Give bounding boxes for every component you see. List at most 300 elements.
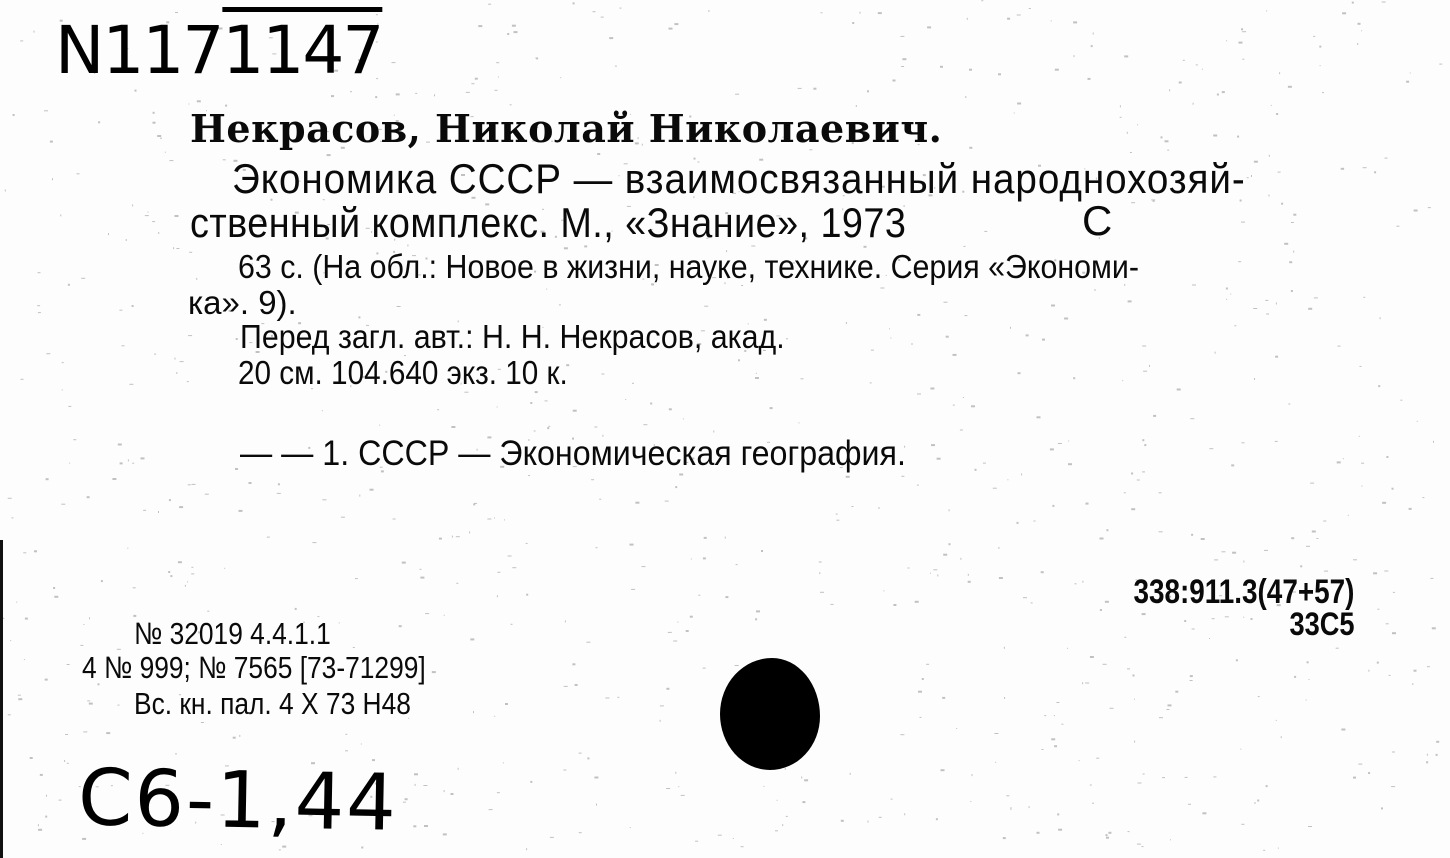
speckle-dot	[1082, 682, 1083, 684]
speckle-dot	[960, 430, 963, 431]
speckle-dot	[799, 422, 800, 423]
speckle-dot	[1269, 155, 1270, 157]
udc-classification: 338:911.3(47+57)	[1133, 573, 1354, 611]
speckle-dot	[1166, 709, 1169, 710]
speckle-dot	[487, 519, 491, 520]
speckle-dot	[1058, 443, 1062, 444]
speckle-dot	[785, 768, 786, 770]
speckle-dot	[630, 827, 631, 828]
speckle-dot	[880, 288, 884, 289]
speckle-dot	[1192, 629, 1195, 630]
cutter-number: 33С5	[1288, 606, 1354, 642]
speckle-dot	[968, 574, 969, 576]
speckle-dot	[444, 615, 445, 616]
reference-line-2: 4 № 999; № 7565 [73-71299]	[82, 650, 426, 685]
speckle-dot	[1289, 261, 1292, 263]
speckle-dot	[1353, 559, 1357, 560]
speckle-dot	[1143, 774, 1145, 775]
speckle-dot	[64, 760, 65, 762]
speckle-dot	[396, 93, 400, 95]
speckle-dot	[8, 498, 12, 499]
speckle-dot	[1106, 529, 1108, 531]
speckle-dot	[1393, 592, 1395, 593]
speckle-dot	[620, 8, 622, 9]
speckle-dot	[669, 28, 673, 30]
speckle-dot	[1342, 12, 1346, 14]
speckle-dot	[1359, 436, 1360, 437]
speckle-dot	[1142, 439, 1144, 441]
speckle-dot	[1417, 421, 1418, 422]
speckle-dot	[141, 457, 145, 459]
speckle-dot	[1093, 33, 1094, 35]
speckle-dot	[34, 550, 37, 552]
speckle-dot	[1061, 724, 1063, 725]
speckle-dot	[20, 40, 23, 41]
speckle-dot	[1384, 571, 1388, 572]
speckle-dot	[1432, 627, 1436, 629]
speckle-dot	[21, 379, 24, 380]
speckle-dot	[953, 354, 957, 356]
speckle-dot	[1381, 807, 1383, 809]
inventory-number-left: N117	[55, 12, 223, 89]
description-line-3: Перед загл. авт.: Н. Н. Некрасов, акад.	[240, 318, 785, 355]
speckle-dot	[1054, 715, 1055, 716]
speckle-dot	[609, 37, 613, 39]
speckle-dot	[617, 697, 619, 698]
speckle-dot	[331, 95, 334, 97]
speckle-dot	[495, 90, 498, 91]
speckle-dot	[1309, 679, 1310, 680]
speckle-dot	[1374, 171, 1376, 173]
speckle-dot	[675, 772, 676, 774]
speckle-dot	[893, 80, 896, 82]
speckle-dot	[1266, 785, 1268, 787]
speckle-dot	[738, 359, 740, 361]
speckle-dot	[1373, 572, 1377, 574]
speckle-dot	[1143, 371, 1147, 372]
speckle-dot	[120, 462, 123, 464]
speckle-dot	[375, 96, 377, 98]
speckle-dot	[1308, 826, 1312, 827]
speckle-dot	[1191, 534, 1193, 536]
speckle-dot	[782, 824, 783, 826]
speckle-dot	[1308, 308, 1312, 310]
speckle-dot	[413, 825, 416, 827]
speckle-dot	[1184, 620, 1186, 622]
speckle-dot	[870, 382, 872, 383]
handwritten-shelf-code: C6-1,44	[77, 753, 399, 849]
speckle-dot	[1251, 175, 1252, 177]
speckle-dot	[1226, 40, 1227, 41]
speckle-dot	[1382, 502, 1386, 504]
speckle-dot	[1266, 314, 1269, 315]
speckle-dot	[89, 703, 93, 705]
speckle-dot	[804, 779, 808, 781]
speckle-dot	[1368, 670, 1369, 672]
speckle-dot	[52, 178, 53, 180]
speckle-dot	[942, 697, 945, 699]
speckle-dot	[165, 152, 166, 153]
reference-line-3: Вс. кн. пал. 4 Х 73 Н48	[134, 686, 411, 721]
speckle-dot	[1212, 618, 1215, 619]
speckle-dot	[819, 562, 822, 563]
speckle-dot	[786, 338, 788, 339]
speckle-dot	[690, 616, 693, 618]
card-left-edge	[0, 540, 3, 858]
speckle-dot	[1271, 105, 1272, 106]
speckle-dot	[160, 138, 162, 139]
speckle-dot	[698, 595, 700, 596]
speckle-dot	[402, 562, 406, 564]
speckle-dot	[1361, 463, 1364, 464]
speckle-dot	[631, 589, 635, 590]
speckle-dot	[512, 567, 516, 568]
speckle-dot	[62, 389, 63, 390]
speckle-dot	[415, 93, 417, 94]
speckle-dot	[1427, 754, 1428, 756]
speckle-dot	[599, 499, 601, 500]
speckle-dot	[668, 632, 672, 633]
speckle-dot	[535, 391, 538, 393]
speckle-dot	[1300, 565, 1302, 567]
speckle-dot	[1316, 538, 1318, 539]
speckle-dot	[1276, 113, 1278, 115]
speckle-dot	[452, 536, 453, 538]
speckle-dot	[77, 173, 80, 174]
speckle-dot	[69, 463, 70, 464]
speckle-dot	[596, 547, 598, 548]
speckle-dot	[129, 384, 133, 385]
speckle-dot	[169, 160, 173, 161]
speckle-dot	[1142, 346, 1146, 347]
speckle-dot	[68, 406, 71, 407]
speckle-dot	[118, 444, 122, 446]
speckle-dot	[836, 520, 839, 521]
speckle-dot	[660, 705, 664, 706]
punch-hole	[720, 658, 820, 770]
speckle-dot	[900, 36, 904, 37]
speckle-dot	[972, 774, 973, 776]
speckle-dot	[1170, 839, 1171, 840]
speckle-dot	[1254, 161, 1258, 163]
speckle-dot	[1159, 717, 1163, 718]
speckle-dot	[1241, 28, 1243, 30]
speckle-dot	[38, 272, 41, 273]
speckle-dot	[891, 799, 893, 800]
speckle-dot	[207, 611, 209, 612]
speckle-dot	[1281, 736, 1282, 738]
speckle-dot	[946, 336, 949, 338]
speckle-dot	[80, 645, 83, 646]
speckle-dot	[755, 377, 759, 379]
speckle-dot	[201, 722, 204, 723]
speckle-dot	[118, 705, 120, 706]
speckle-dot	[593, 11, 596, 12]
speckle-dot	[735, 665, 739, 666]
speckle-dot	[1190, 418, 1194, 419]
speckle-dot	[1029, 8, 1031, 9]
speckle-dot	[424, 825, 428, 827]
speckle-dot	[1082, 581, 1083, 583]
speckle-dot	[65, 734, 68, 735]
speckle-dot	[1306, 700, 1307, 701]
speckle-dot	[187, 581, 188, 582]
speckle-dot	[775, 830, 778, 831]
speckle-dot	[169, 499, 171, 501]
speckle-dot	[860, 12, 861, 14]
speckle-dot	[279, 849, 281, 850]
speckle-dot	[1034, 521, 1036, 522]
speckle-dot	[205, 494, 209, 495]
speckle-dot	[761, 550, 763, 552]
speckle-dot	[1396, 226, 1399, 227]
speckle-dot	[660, 720, 661, 722]
speckle-dot	[89, 617, 90, 619]
speckle-dot	[68, 284, 70, 286]
speckle-dot	[1090, 656, 1094, 658]
speckle-dot	[1124, 55, 1128, 57]
speckle-dot	[474, 503, 477, 504]
class-letter: С	[1082, 197, 1113, 244]
speckle-dot	[1230, 294, 1231, 295]
speckle-dot	[239, 735, 240, 737]
speckle-dot	[625, 399, 626, 400]
speckle-dot	[1051, 20, 1052, 21]
speckle-dot	[681, 795, 685, 796]
speckle-dot	[1133, 675, 1135, 677]
speckle-dot	[132, 305, 134, 307]
speckle-dot	[1088, 78, 1091, 80]
speckle-dot	[1162, 777, 1165, 778]
speckle-dot	[370, 489, 374, 491]
speckle-dot	[564, 686, 568, 687]
speckle-dot	[187, 381, 189, 382]
speckle-dot	[1161, 136, 1163, 138]
description-line-4: 20 см. 104.640 экз. 10 к.	[238, 354, 568, 391]
speckle-dot	[586, 642, 590, 643]
speckle-dot	[34, 31, 35, 33]
speckle-dot	[1209, 638, 1210, 639]
speckle-dot	[1265, 300, 1268, 301]
speckle-dot	[819, 572, 820, 574]
speckle-dot	[188, 104, 189, 105]
speckle-dot	[1436, 754, 1438, 756]
speckle-dot	[565, 620, 566, 622]
speckle-dot	[1193, 103, 1194, 105]
speckle-dot	[1096, 758, 1099, 759]
speckle-dot	[87, 496, 90, 498]
speckle-dot	[535, 58, 536, 59]
speckle-dot	[1226, 288, 1228, 290]
speckle-dot	[994, 733, 998, 734]
speckle-dot	[1120, 105, 1121, 107]
speckle-dot	[1294, 676, 1296, 678]
speckle-dot	[30, 757, 33, 759]
speckle-dot	[736, 564, 738, 565]
speckle-dot	[852, 22, 854, 24]
speckle-dot	[1391, 786, 1395, 787]
speckle-dot	[153, 122, 156, 124]
speckle-dot	[718, 835, 722, 836]
speckle-dot	[59, 800, 62, 801]
speckle-dot	[432, 671, 436, 673]
speckle-dot	[1377, 609, 1379, 610]
speckle-dot	[1264, 550, 1268, 551]
speckle-dot	[949, 509, 950, 511]
speckle-dot	[902, 58, 906, 60]
speckle-dot	[38, 824, 39, 826]
description-line-1: 63 с. (На обл.: Новое в жизни, науке, технике. Серия «Экономи-	[238, 248, 1139, 285]
speckle-dot	[666, 688, 669, 690]
speckle-dot	[1319, 46, 1321, 48]
speckle-dot	[893, 604, 896, 606]
speckle-dot	[1253, 308, 1257, 309]
speckle-dot	[466, 92, 470, 93]
speckle-dot	[497, 595, 498, 597]
speckle-dot	[1179, 82, 1182, 84]
speckle-dot	[1247, 177, 1249, 178]
speckle-dot	[403, 802, 406, 803]
speckle-dot	[643, 424, 647, 425]
speckle-dot	[38, 829, 42, 831]
speckle-dot	[185, 585, 186, 587]
speckle-dot	[1068, 463, 1072, 465]
speckle-dot	[915, 601, 919, 603]
speckle-dot	[545, 400, 548, 401]
speckle-dot	[927, 26, 931, 28]
speckle-dot	[725, 596, 728, 598]
speckle-dot	[1051, 305, 1055, 307]
speckle-dot	[1017, 103, 1021, 105]
speckle-dot	[497, 792, 500, 793]
speckle-dot	[530, 781, 532, 783]
speckle-dot	[5, 190, 6, 192]
speckle-dot	[322, 410, 323, 411]
speckle-dot	[1108, 832, 1111, 834]
speckle-dot	[850, 773, 851, 775]
speckle-dot	[511, 624, 513, 625]
speckle-dot	[918, 691, 922, 693]
speckle-dot	[1353, 777, 1356, 779]
speckle-dot	[704, 537, 707, 539]
speckle-dot	[1439, 64, 1442, 65]
speckle-dot	[675, 486, 677, 488]
speckle-dot	[1021, 473, 1022, 475]
speckle-dot	[1128, 831, 1130, 832]
speckle-dot	[878, 12, 882, 14]
speckle-dot	[1031, 602, 1033, 603]
speckle-dot	[126, 239, 127, 241]
speckle-dot	[504, 519, 505, 520]
speckle-dot	[725, 537, 726, 539]
speckle-dot	[1336, 648, 1339, 649]
speckle-dot	[475, 78, 478, 80]
speckle-dot	[630, 544, 634, 546]
speckle-dot	[1037, 832, 1040, 834]
speckle-dot	[399, 625, 402, 627]
speckle-dot	[1044, 715, 1046, 716]
speckle-dot	[936, 818, 938, 820]
speckle-dot	[669, 408, 672, 410]
speckle-dot	[1320, 65, 1321, 66]
speckle-dot	[572, 663, 575, 665]
speckle-dot	[295, 608, 297, 610]
speckle-dot	[1190, 680, 1193, 681]
speckle-dot	[1231, 464, 1234, 466]
speckle-dot	[16, 602, 17, 603]
speckle-dot	[179, 506, 183, 508]
speckle-dot	[1323, 521, 1326, 522]
subject-heading: — — 1. СССР — Экономическая география.	[240, 434, 906, 473]
speckle-dot	[673, 641, 677, 642]
speckle-dot	[528, 475, 530, 476]
speckle-dot	[879, 817, 882, 818]
speckle-dot	[322, 499, 326, 500]
speckle-dot	[397, 306, 401, 307]
speckle-dot	[1307, 661, 1309, 663]
speckle-dot	[157, 135, 161, 137]
speckle-dot	[1358, 23, 1361, 25]
speckle-dot	[1153, 415, 1156, 417]
speckle-dot	[642, 566, 646, 567]
speckle-dot	[1310, 483, 1314, 484]
speckle-dot	[62, 362, 64, 363]
speckle-dot	[550, 837, 554, 838]
speckle-dot	[999, 577, 1003, 579]
speckle-dot	[995, 762, 996, 763]
speckle-dot	[846, 476, 850, 478]
speckle-dot	[152, 221, 155, 222]
speckle-dot	[191, 567, 193, 568]
speckle-dot	[420, 577, 424, 579]
speckle-dot	[949, 543, 951, 545]
speckle-dot	[1254, 378, 1255, 380]
speckle-dot	[1313, 36, 1315, 37]
speckle-dot	[975, 469, 977, 471]
speckle-dot	[23, 552, 26, 553]
speckle-dot	[1202, 812, 1206, 814]
speckle-dot	[1337, 461, 1341, 463]
speckle-dot	[1003, 837, 1006, 839]
speckle-dot	[101, 580, 103, 582]
speckle-dot	[1436, 741, 1439, 743]
speckle-dot	[45, 679, 48, 681]
speckle-dot	[579, 832, 582, 833]
speckle-dot	[890, 338, 891, 339]
speckle-dot	[1196, 64, 1198, 65]
speckle-dot	[1209, 448, 1213, 449]
speckle-dot	[135, 90, 137, 92]
speckle-dot	[998, 547, 999, 549]
speckle-dot	[192, 484, 196, 485]
speckle-dot	[579, 753, 582, 754]
speckle-dot	[451, 793, 454, 795]
speckle-dot	[18, 695, 21, 696]
speckle-dot	[497, 572, 500, 573]
speckle-dot	[802, 801, 805, 803]
speckle-dot	[1137, 480, 1140, 481]
speckle-dot	[188, 335, 192, 336]
speckle-dot	[1352, 2, 1354, 4]
speckle-dot	[575, 684, 578, 686]
inventory-number-right: 1147	[222, 12, 383, 89]
speckle-dot	[1169, 89, 1170, 91]
speckle-dot	[908, 568, 910, 569]
speckle-dot	[786, 816, 788, 817]
speckle-dot	[1239, 42, 1243, 44]
speckle-dot	[1041, 571, 1044, 573]
speckle-dot	[563, 770, 566, 771]
